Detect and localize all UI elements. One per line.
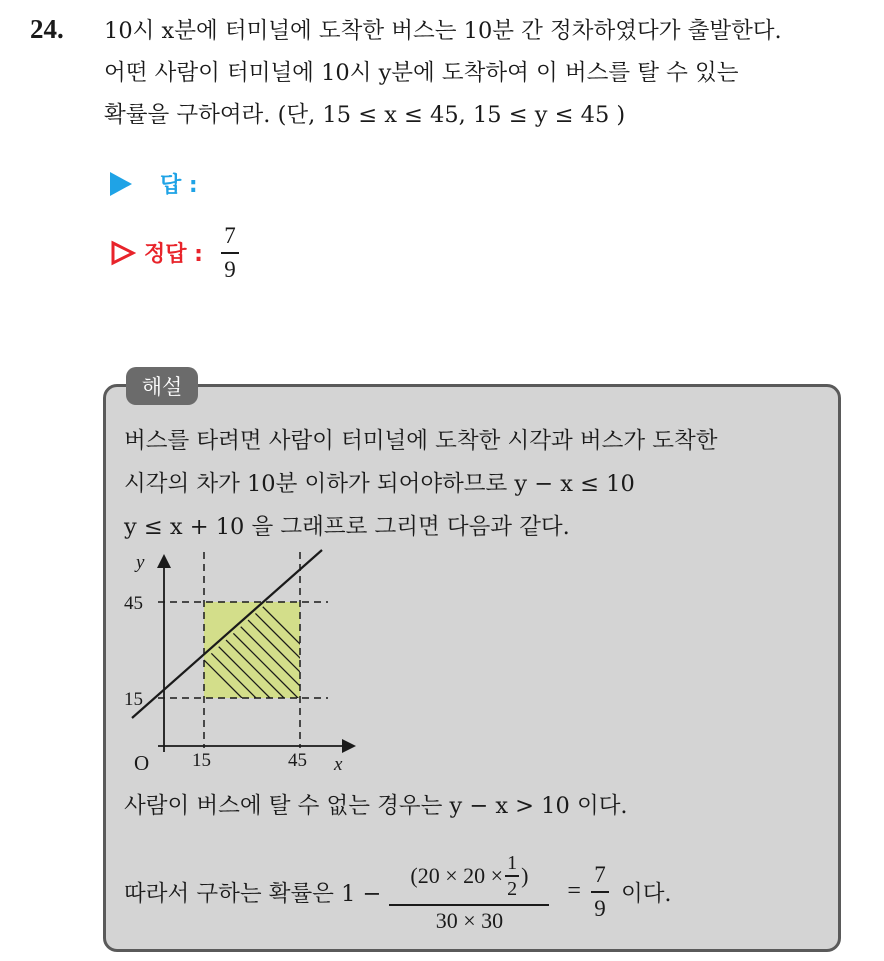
- correct-answer-fraction: [221, 224, 239, 282]
- frac-denominator: 30 × 30: [435, 907, 504, 933]
- result-denominator: 9: [594, 895, 606, 921]
- correct-answer-label: 정답 :: [144, 242, 203, 268]
- explanation-line-1: 사람이 버스에 탈 수 없는 경우는 y − x > 10 이다.: [124, 793, 628, 819]
- x-tick-15: 15: [192, 750, 211, 771]
- answer-row: [110, 168, 198, 199]
- result-fraction: [591, 863, 609, 921]
- region-graph: [118, 538, 368, 778]
- correct-answer-row: [110, 224, 239, 282]
- half-numerator: 1: [507, 852, 518, 875]
- explanation-tab: 해설: [126, 367, 198, 405]
- line2-suffix: 이다.: [620, 880, 672, 907]
- problem-text: 10시 x분에 터미널에 도착한 버스는 10분 간 정차하였다가 출발한다. 어떤 사람이 터미널에 10시 y분에 도착하여 이 버스를 탈 수 있는 확률을 구하여라. (단, 15 ≤ x ≤ 45, 15 ≤ y ≤ 45 ): [104, 18, 782, 128]
- y-tick-15: 15: [124, 689, 143, 710]
- line2-prefix: 따라서 구하는 확률은 1 −: [124, 880, 382, 907]
- outline-triangle-icon: [110, 240, 136, 266]
- probability-fraction: [389, 850, 549, 934]
- origin-label: O: [134, 751, 150, 775]
- frac-num-right: ): [521, 863, 529, 888]
- y-tick-45: 45: [124, 593, 143, 614]
- result-numerator: 7: [594, 862, 606, 887]
- answer-label: 답 :: [160, 173, 198, 198]
- y-axis-label: y: [136, 552, 145, 573]
- explanation-text: 버스를 타려면 사람이 터미널에 도착한 시각과 버스가 도착한 시각의 차가 10분 이하가 되어야하므로 y − x ≤ 10 y ≤ x + 10 을 그래프로 그리면 다음과 같다.: [124, 428, 718, 540]
- fraction-numerator: 7: [224, 223, 236, 248]
- x-axis-arrow: [342, 739, 356, 753]
- x-axis-label: x: [334, 754, 343, 775]
- x-tick-45: 45: [288, 750, 307, 771]
- fraction-denominator: 9: [224, 256, 236, 282]
- problem-number: 24.: [30, 14, 64, 44]
- equals-sign: =: [567, 878, 581, 905]
- play-triangle-icon: [110, 172, 132, 196]
- half-denominator: 2: [507, 877, 518, 900]
- frac-num-left: (20 × 20 ×: [410, 863, 504, 888]
- y-axis-arrow: [157, 554, 171, 568]
- explanation-line-2: [124, 850, 672, 934]
- half-fraction: [505, 853, 519, 898]
